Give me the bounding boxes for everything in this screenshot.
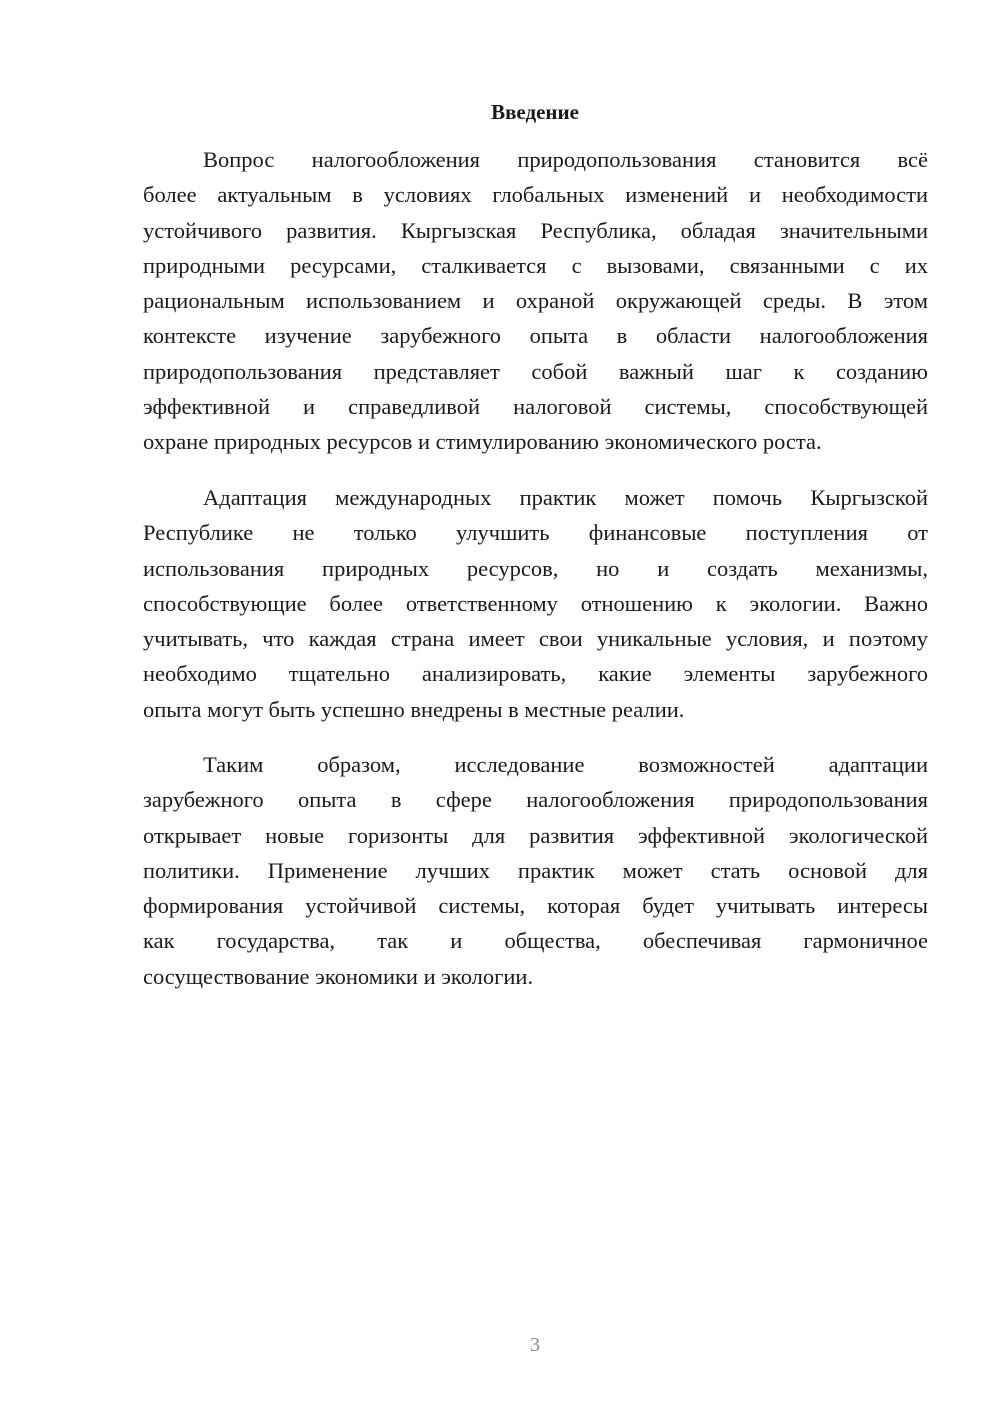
text-line: Республике не только улучшить финансовые поступления от [143,520,928,546]
paragraph-2 [143,480,928,727]
text-line: природопользования представляет собой важный шаг к созданию [143,358,928,384]
text-line: эффективной и справедливой налоговой системы, способствующей [143,394,928,420]
text-line: рациональным использованием и охраной окружающей среды. В этом [143,288,928,314]
text-line: опыта могут быть успешно внедрены в местные реалии. [143,696,685,722]
text-line: учитывать, что каждая страна имеет свои уникальные условия, и поэтому [143,626,928,652]
text-line: использования природных ресурсов, но и создать механизмы, [143,555,928,581]
text-line: Адаптация международных практик может помочь Кыргызской [203,485,928,510]
text-line: более актуальным в условиях глобальных изменений и необходимости [143,182,928,208]
text-line: Таким образом, исследование возможностей адаптации [203,752,928,777]
text-line: как государства, так и общества, обеспечивая гармоничное [143,928,928,954]
section-title: Введение [491,100,579,124]
text-line: необходимо тщательно анализировать, какие элементы зарубежного [143,661,928,687]
text-line: способствующие более ответственному отношению к экологии. Важно [143,590,928,616]
text-line: открывает новые горизонты для развития эффективной экологической [143,822,928,848]
paragraph-3 [143,747,928,994]
text-line: охране природных ресурсов и стимулированию экономического роста. [143,429,822,455]
text-line: устойчивого развития. Кыргызская Республика, обладая значительными [143,217,928,243]
text-line: Вопрос налогообложения природопользования становится всё [203,147,928,172]
text-line: зарубежного опыта в сфере налогообложения природопользования [143,787,928,813]
text-line: политики. Применение лучших практик может стать основой для [143,857,928,883]
page-number: 3 [530,1334,540,1356]
paragraph-1 [143,142,928,460]
text-line: контексте изучение зарубежного опыта в области налогообложения [143,323,928,349]
text-line: природными ресурсами, сталкивается с вызовами, связанными с их [143,252,928,278]
text-line: формирования устойчивой системы, которая будет учитывать интересы [143,893,928,919]
text-line: сосуществование экономики и экологии. [143,963,534,989]
